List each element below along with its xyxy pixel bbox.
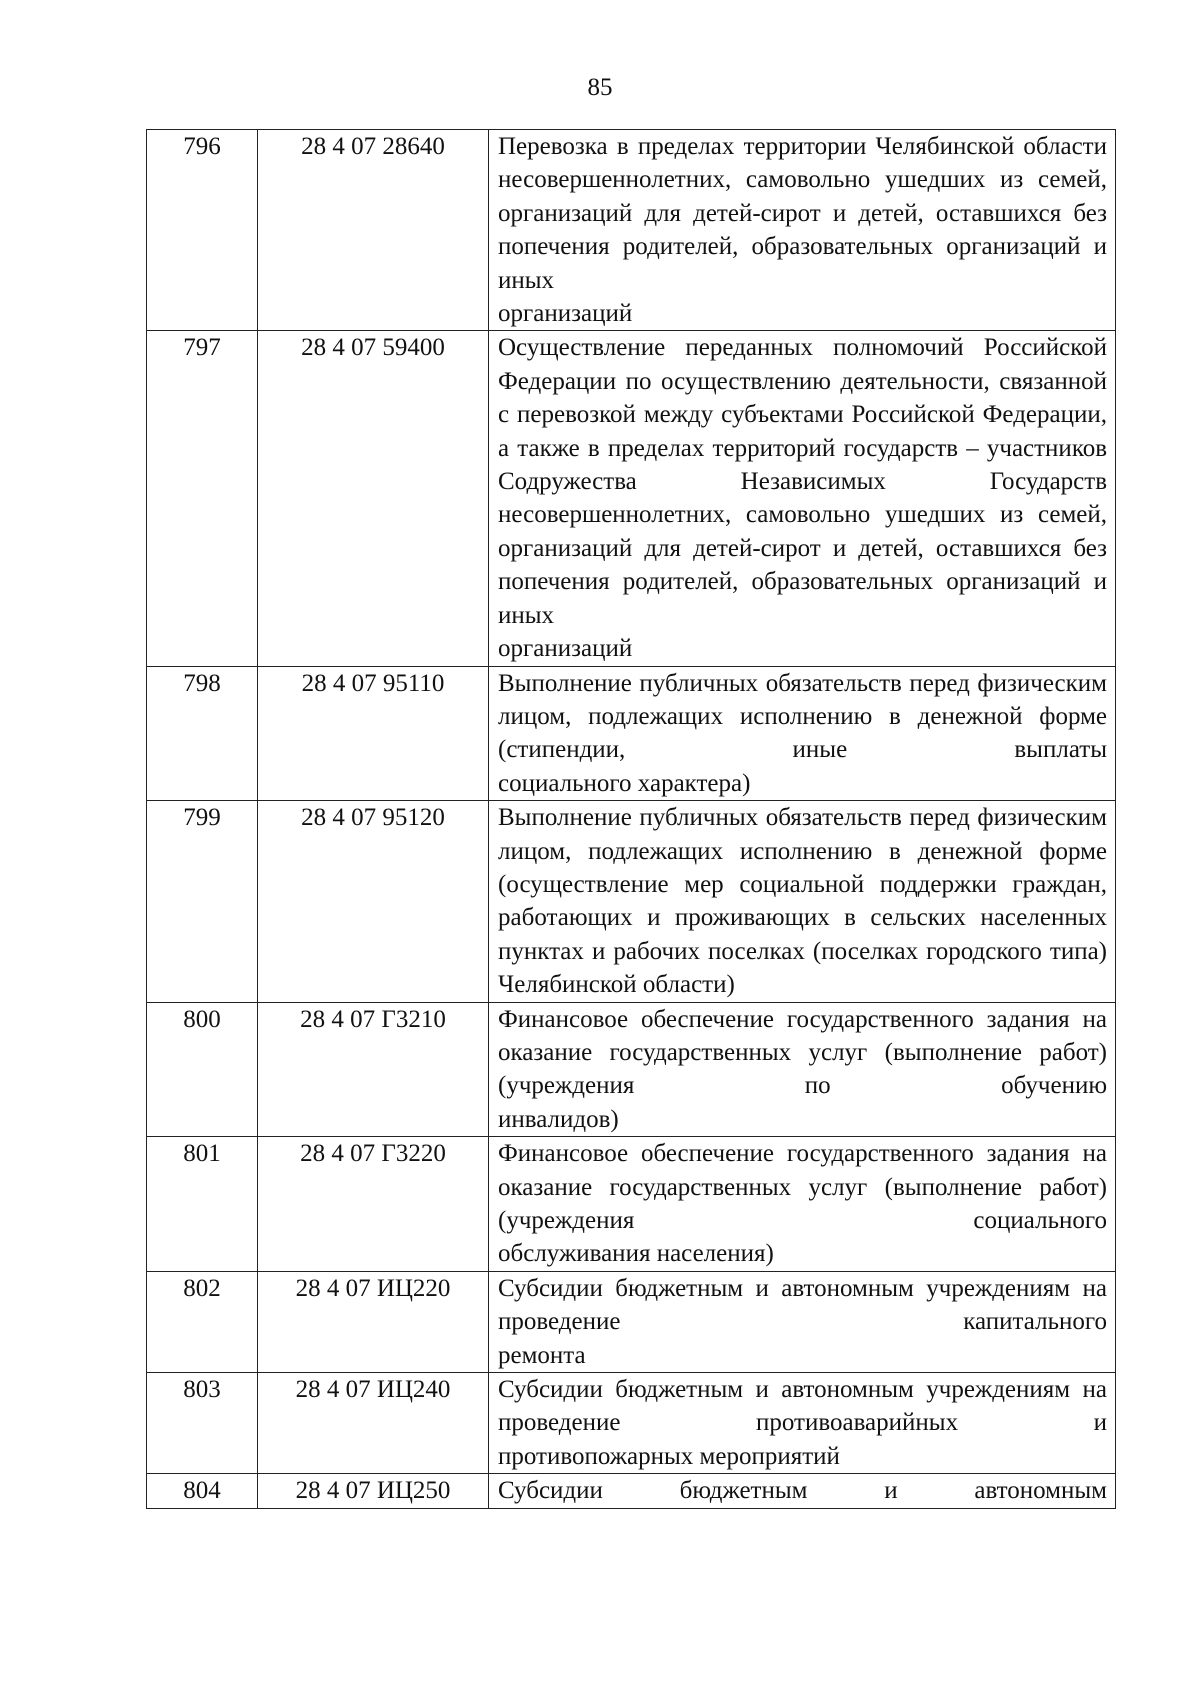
description-last-line: организаций (498, 635, 633, 663)
description-text: Финансовое обеспечение государственного задания на оказание государственных услуг (выполнение работ) (учреждения по обучению (498, 1005, 1107, 1100)
table-row (147, 331, 1116, 666)
table-row (147, 1137, 1116, 1272)
description-last-line: противопожарных мероприятий (498, 1442, 840, 1470)
row-number-cell: 804 (147, 1474, 258, 1508)
table-row (147, 1373, 1116, 1474)
description-cell (489, 666, 1116, 801)
classification-code-cell: 28 4 07 95110 (258, 666, 489, 801)
page-number: 85 (587, 74, 613, 101)
row-number-cell: 801 (147, 1137, 258, 1272)
description-cell (489, 331, 1116, 666)
description-last-line: ремонта (498, 1341, 586, 1369)
table-row (147, 666, 1116, 801)
row-number-cell: 798 (147, 666, 258, 801)
classification-code-cell: 28 4 07 Г3220 (258, 1137, 489, 1272)
description-last-line: социального характера) (498, 769, 751, 797)
table-row (147, 801, 1116, 1002)
classification-code-cell: 28 4 07 59400 (258, 331, 489, 666)
budget-classification-table (146, 129, 1116, 1509)
description-text: Субсидии бюджетным и автономным учреждениям на проведение капитального (498, 1274, 1107, 1336)
table-row (147, 1474, 1116, 1508)
table-row (147, 130, 1116, 331)
row-number-cell: 799 (147, 801, 258, 1002)
description-text: Осуществление переданных полномочий Российской Федерации по осуществлению деятельности, связанной с перевозкой между субъектами Российской Федерации, а также в пределах территорий государств – участников Содружества Независимых Государств несовершеннолетних, самовольно ушедших из семей, организаций для детей-сирот и детей, оставшихся без попечения родителей, образовательных организаций и иных (498, 334, 1107, 629)
table-row (147, 1002, 1116, 1137)
row-number-cell: 803 (147, 1373, 258, 1474)
description-cell (489, 1271, 1116, 1372)
description-cell (489, 1373, 1116, 1474)
description-text: Выполнение публичных обязательств перед физическим лицом, подлежащих исполнению в денежной форме (осуществление мер социальной поддержки граждан, работающих и проживающих в сельских населенных пунктах и рабочих поселках (поселках городского типа) (498, 804, 1107, 965)
classification-code-cell: 28 4 07 ИЦ250 (258, 1474, 489, 1508)
description-cell (489, 130, 1116, 331)
description-last-line: организаций (498, 300, 633, 328)
classification-code-cell: 28 4 07 95120 (258, 801, 489, 1002)
row-number-cell: 796 (147, 130, 258, 331)
classification-code-cell: 28 4 07 ИЦ220 (258, 1271, 489, 1372)
row-number-cell: 800 (147, 1002, 258, 1137)
description-text: Субсидии бюджетным и автономным учреждениям на проведение противоаварийных и (498, 1376, 1107, 1437)
description-text: Финансовое обеспечение государственного задания на оказание государственных услуг (выполнение работ) (учреждения социального (498, 1140, 1107, 1234)
description-cell (489, 1137, 1116, 1272)
description-text: Субсидии бюджетным и автономным (498, 1477, 1107, 1505)
description-last-line: инвалидов) (498, 1105, 619, 1133)
row-number-cell: 802 (147, 1271, 258, 1372)
description-last-line: обслуживания населения) (498, 1240, 774, 1268)
description-last-line: Челябинской области) (498, 971, 735, 999)
description-text: Перевозка в пределах территории Челябинской области несовершеннолетних, самовольно ушедших из семей, организаций для детей-сирот и детей, оставшихся без попечения родителей, образовательных организаций и иных (498, 133, 1107, 294)
classification-code-cell: 28 4 07 ИЦ240 (258, 1373, 489, 1474)
description-text: Выполнение публичных обязательств перед физическим лицом, подлежащих исполнению в денежной форме (стипендии, иные выплаты (498, 669, 1107, 764)
classification-code-cell: 28 4 07 28640 (258, 130, 489, 331)
row-number-cell: 797 (147, 331, 258, 666)
description-cell (489, 1002, 1116, 1137)
description-cell (489, 1474, 1116, 1508)
table-row (147, 1271, 1116, 1372)
classification-code-cell: 28 4 07 Г3210 (258, 1002, 489, 1137)
description-cell (489, 801, 1116, 1002)
